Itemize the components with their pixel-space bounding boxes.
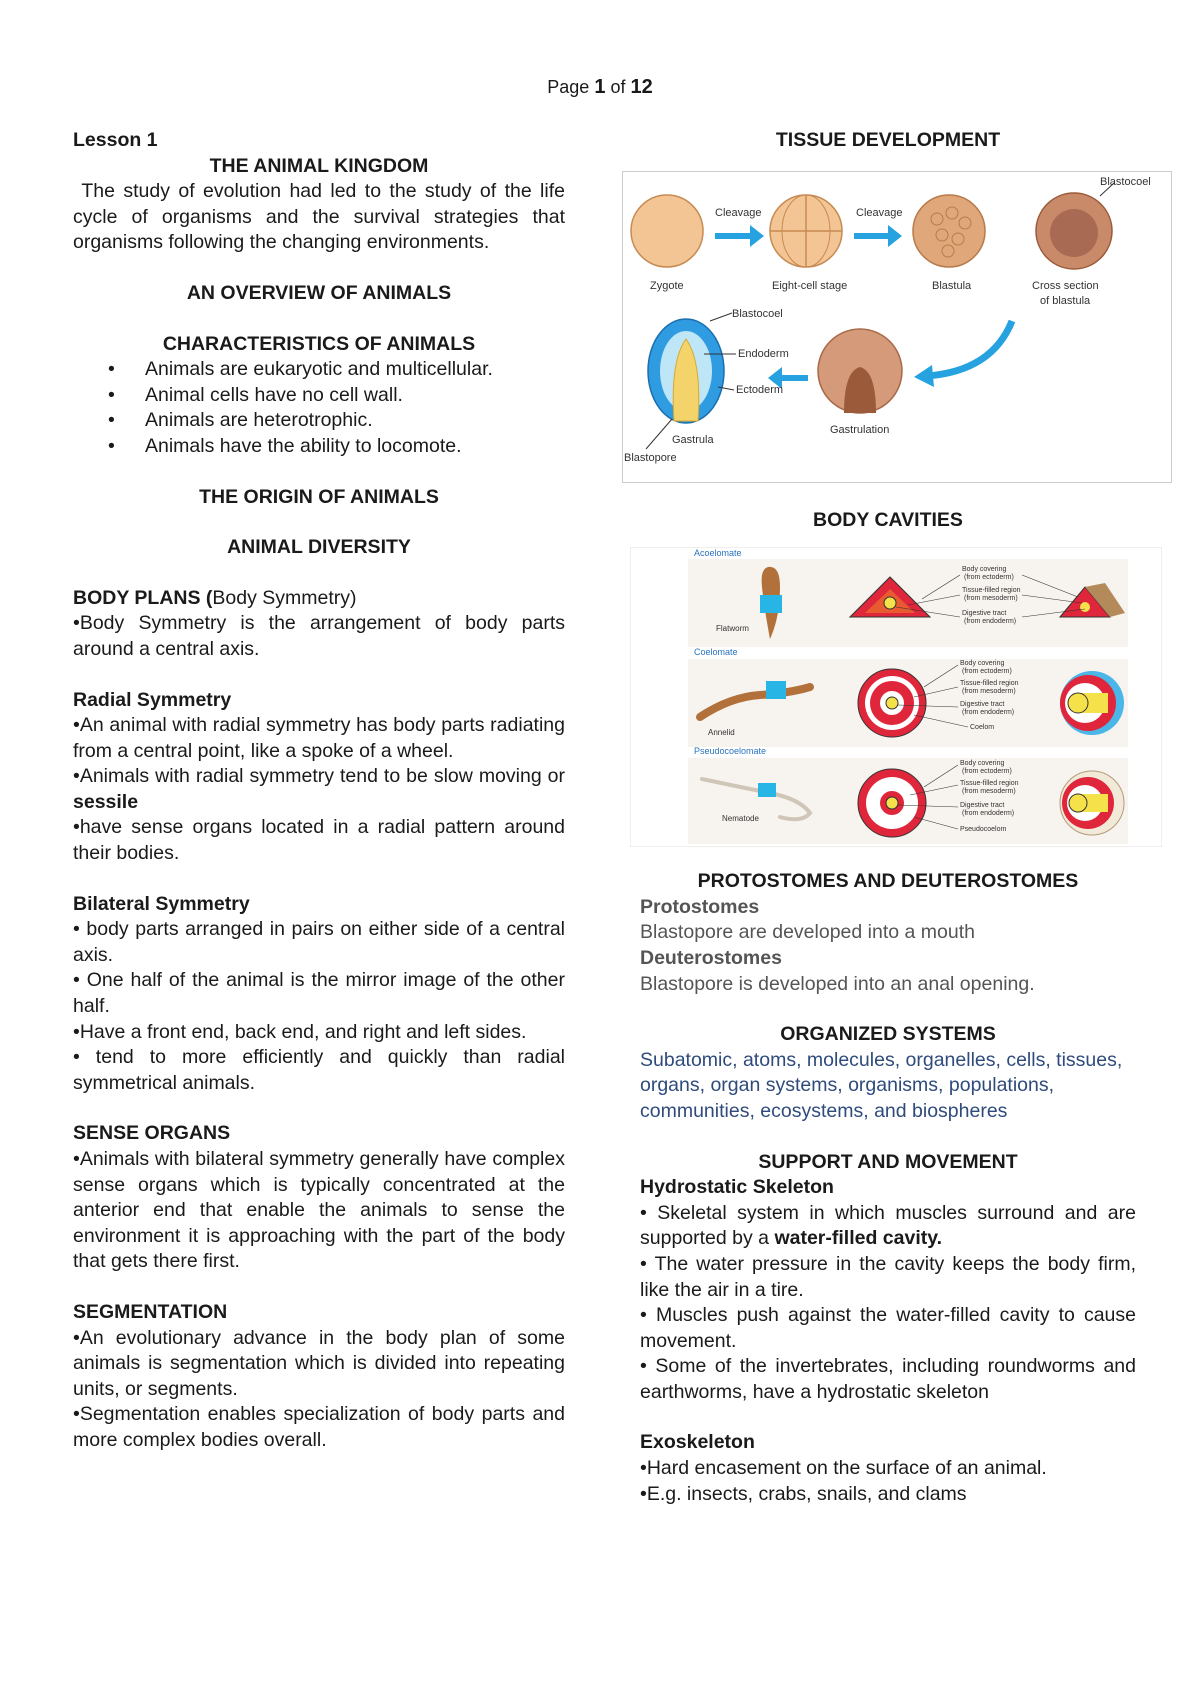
characteristics-heading: CHARACTERISTICS OF ANIMALS: [162, 332, 476, 355]
left-column: [73, 128, 571, 1454]
deuterostomes-text: Blastopore is developed into an anal opening.: [640, 972, 1035, 995]
flatworm-label: Flatworm: [716, 624, 749, 634]
cleavage-label-2: Cleavage: [856, 206, 903, 219]
right-column: [624, 128, 1151, 1507]
hydrostatic-text-1a: • Skeletal system in which muscles surround and are supported by a: [640, 1201, 1136, 1250]
pseudo-note-3b: (from endoderm): [962, 810, 1015, 818]
radial-text-2: [73, 764, 565, 815]
list-item: • Animals are heterotrophic.: [145, 408, 565, 434]
cross-section-illustration: [1036, 193, 1112, 269]
exoskeleton-text-2: •E.g. insects, crabs, snails, and clams: [640, 1482, 967, 1505]
blastopore-label: Blastopore: [624, 451, 677, 464]
page-total: 12: [630, 76, 653, 98]
list-item: • Animal cells have no cell wall.: [145, 383, 565, 409]
diversity-heading: ANIMAL DIVERSITY: [227, 536, 411, 559]
acoel-note-1: Body covering: [962, 566, 1007, 574]
page-label: Page: [547, 77, 590, 97]
protostomes-text: Blastopore are developed into a mouth: [640, 921, 975, 944]
coel-note-2b: (from mesoderm): [962, 688, 1016, 696]
bilateral-text-3: •Have a front end, back end, and right and left sides.: [73, 1020, 527, 1043]
page-number: [0, 76, 1200, 99]
eight-cell-illustration: [770, 195, 842, 267]
body-plans-text: •Body Symmetry is the arrangement of body parts around a central axis.: [73, 612, 565, 660]
blastula-label: Blastula: [932, 279, 972, 292]
radial-sessile: sessile: [73, 790, 139, 813]
coel-note-1b: (from ectoderm): [962, 668, 1012, 676]
pseudo-note-1: Body covering: [960, 760, 1005, 768]
segmentation-text-2: •Segmentation enables specialization of body parts and more complex bodies overall.: [73, 1403, 565, 1451]
radial-text-2a: •Animals with radial symmetry tend to be slow moving or: [73, 765, 565, 788]
acoelomate-label: Acoelomate: [694, 548, 742, 559]
gastrula-illustration: [648, 319, 724, 423]
endoderm-label: Endoderm: [738, 347, 789, 360]
pseudo-note-3: Digestive tract: [960, 802, 1005, 810]
gastrulation-label: Gastrulation: [830, 423, 890, 436]
pseudo-note-2b: (from mesoderm): [962, 788, 1016, 796]
radial-text-1: •An animal with radial symmetry has body parts radiating from a central point, like a spoke of a wheel.: [73, 714, 565, 762]
pseudo-note-1b: (from ectoderm): [962, 768, 1012, 776]
page-current: 1: [594, 76, 606, 98]
origin-heading: THE ORIGIN OF ANIMALS: [199, 485, 439, 508]
pseudocoelomate-label: Pseudocoelomate: [694, 746, 767, 757]
hydrostatic-water-filled: water-filled cavity.: [774, 1227, 943, 1250]
radial-heading: Radial Symmetry: [73, 688, 232, 711]
bilateral-text-2: • One half of the animal is the mirror image of the other half.: [73, 969, 565, 1018]
acoel-note-2b: (from mesoderm): [964, 595, 1018, 603]
acoel-note-3: Digestive tract: [962, 610, 1007, 618]
coel-note-1: Body covering: [960, 660, 1005, 668]
organized-systems-heading: ORGANIZED SYSTEMS: [780, 1023, 996, 1046]
page-of: of: [610, 77, 626, 97]
cavities-heading: BODY CAVITIES: [813, 508, 963, 531]
exoskeleton-heading: Exoskeleton: [640, 1431, 755, 1454]
zygote-illustration: [631, 195, 703, 267]
characteristics-list: [73, 357, 565, 459]
tissue-heading: TISSUE DEVELOPMENT: [775, 129, 1001, 151]
protostomes-heading: PROTOSTOMES AND DEUTEROSTOMES: [697, 870, 1079, 893]
protostomes-label: Protostomes: [640, 895, 760, 918]
acoel-note-3b: (from endoderm): [964, 618, 1017, 626]
sense-heading: SENSE ORGANS: [73, 1122, 231, 1145]
list-item: • Animals have the ability to locomote.: [145, 434, 565, 460]
body-plans-heading: [73, 586, 565, 612]
hydrostatic-text-4: • Some of the invertebrates, including roundworms and earthworms, have a hydrostatic skeleton: [640, 1355, 1136, 1403]
pseudocoelomate-section: [858, 769, 926, 837]
bilateral-text-1: • body parts arranged in pairs on either side of a central axis.: [73, 918, 565, 966]
coel-note-4: Coelom: [970, 724, 995, 732]
coel-note-2: Tissue-filled region: [960, 680, 1019, 688]
cleavage-label-1: Cleavage: [715, 206, 762, 219]
support-heading: SUPPORT AND MOVEMENT: [758, 1150, 1018, 1173]
blastocoel-top-label: Blastocoel: [1100, 175, 1151, 188]
bilateral-heading: Bilateral Symmetry: [73, 892, 250, 915]
eight-cell-label: Eight-cell stage: [772, 279, 848, 292]
coel-note-3: Digestive tract: [960, 701, 1005, 709]
gastrula-label: Gastrula: [672, 433, 714, 446]
segmentation-text-1: •An evolutionary advance in the body plan of some animals is segmentation which is divided into repeating units, or segments.: [73, 1326, 565, 1400]
cross-section-label-2: of blastula: [1040, 294, 1091, 307]
radial-text-3: •have sense organs located in a radial pattern around their bodies.: [73, 816, 565, 865]
overview-heading: AN OVERVIEW OF ANIMALS: [186, 281, 452, 304]
body-plans-bold: BODY PLANS (: [73, 586, 213, 609]
pseudo-note-2: Tissue-filled region: [960, 780, 1019, 788]
deuterostomes-label: Deuterostomes: [640, 946, 782, 969]
gastrulation-illustration: [818, 329, 902, 413]
blastocoel-label: Blastocoel: [732, 307, 783, 320]
nematode-label: Nematode: [722, 814, 759, 824]
hydrostatic-heading: Hydrostatic Skeleton: [640, 1176, 834, 1199]
organized-systems-text: Subatomic, atoms, molecules, organelles, cells, tissues, organs, organ systems, organisms, populations, communities, ecosystems, and biospheres: [640, 1048, 1123, 1122]
coel-note-3b: (from endoderm): [962, 709, 1015, 717]
hydrostatic-text-1: [640, 1201, 1136, 1252]
body-plans-rest: Body Symmetry): [212, 586, 357, 609]
ectoderm-label: Ectoderm: [736, 383, 784, 396]
coelomate-section: [858, 669, 926, 737]
list-item: • Animals are eukaryotic and multicellular.: [145, 357, 565, 383]
tissue-development-figure: [622, 171, 1172, 483]
hydrostatic-text-2: • The water pressure in the cavity keeps the body firm, like the air in a tire.: [640, 1252, 1136, 1301]
lesson-label: Lesson 1: [73, 129, 158, 151]
acoel-note-1b: (from ectoderm): [964, 574, 1014, 582]
blastula-illustration: [913, 195, 985, 267]
exoskeleton-text-1: •Hard encasement on the surface of an animal.: [640, 1457, 1047, 1480]
coelomate-label: Coelomate: [694, 647, 738, 658]
page-title: THE ANIMAL KINGDOM: [209, 154, 429, 177]
segmentation-heading: SEGMENTATION: [73, 1300, 228, 1323]
pseudo-note-4: Pseudocoelom: [960, 826, 1007, 834]
intro-paragraph: The study of evolution had led to the study of the life cycle of organisms and the survival strategies that organisms following the changing environments.: [73, 180, 571, 254]
body-cavities-figure: [630, 547, 1162, 847]
zygote-label: Zygote: [650, 279, 684, 292]
cross-section-label-1: Cross section: [1032, 279, 1099, 292]
acoel-note-2: Tissue-filled region: [962, 587, 1021, 595]
annelid-label: Annelid: [708, 728, 735, 738]
bilateral-text-4: • tend to more efficiently and quickly than radial symmetrical animals.: [73, 1046, 565, 1094]
hydrostatic-text-3: • Muscles push against the water-filled cavity to cause movement.: [640, 1304, 1136, 1352]
sense-text: •Animals with bilateral symmetry generally have complex sense organs which is typically concentrated at the anterior end that enable the animals to sense the environment it is approaching with the part of the body that gets there first.: [73, 1148, 565, 1273]
